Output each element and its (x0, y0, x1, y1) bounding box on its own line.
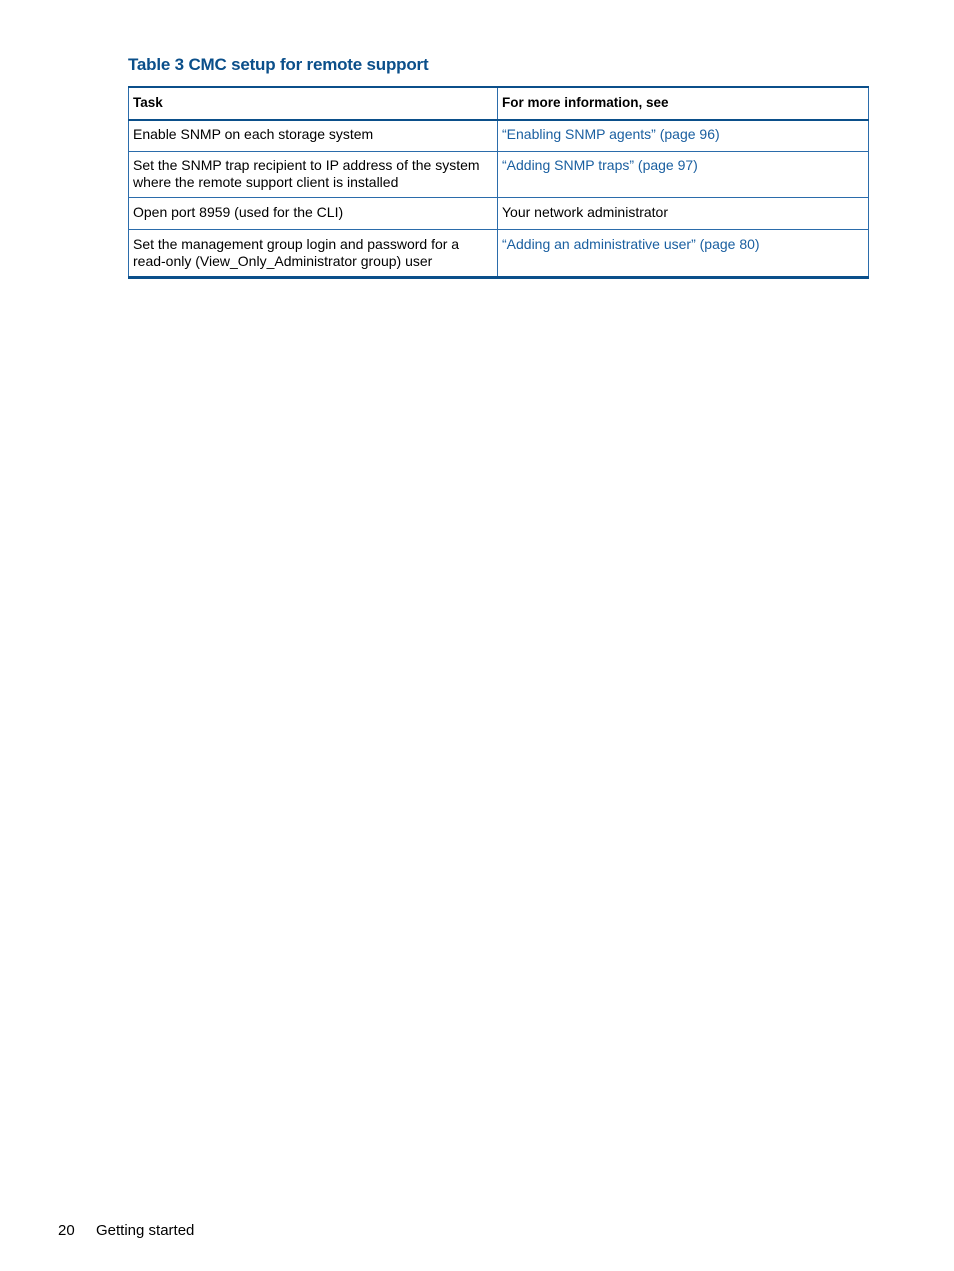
info-link[interactable]: “Enabling SNMP agents” (page 96) (498, 120, 869, 152)
table-row (129, 198, 869, 230)
table-row (129, 120, 869, 152)
task-cell: Enable SNMP on each storage system (129, 120, 498, 152)
header-info: For more information, see (498, 87, 869, 120)
task-cell: Open port 8959 (used for the CLI) (129, 198, 498, 230)
info-link[interactable]: “Adding SNMP traps” (page 97) (498, 152, 869, 198)
page-footer (58, 1222, 194, 1239)
table-row (129, 230, 869, 278)
table-row (129, 152, 869, 198)
info-link[interactable]: “Adding an administrative user” (page 80) (498, 230, 869, 278)
page-number: 20 (58, 1222, 75, 1239)
footer-section: Getting started (96, 1222, 195, 1239)
table-caption: Table 3 CMC setup for remote support (128, 55, 429, 74)
info-cell: Your network administrator (498, 198, 869, 230)
cmc-setup-table (128, 86, 869, 279)
task-cell: Set the management group login and password for a read-only (View_Only_Administrator group) user (129, 230, 498, 278)
table-header-row (129, 87, 869, 120)
task-cell: Set the SNMP trap recipient to IP address of the system where the remote support client is installed (129, 152, 498, 198)
header-task: Task (129, 87, 498, 120)
